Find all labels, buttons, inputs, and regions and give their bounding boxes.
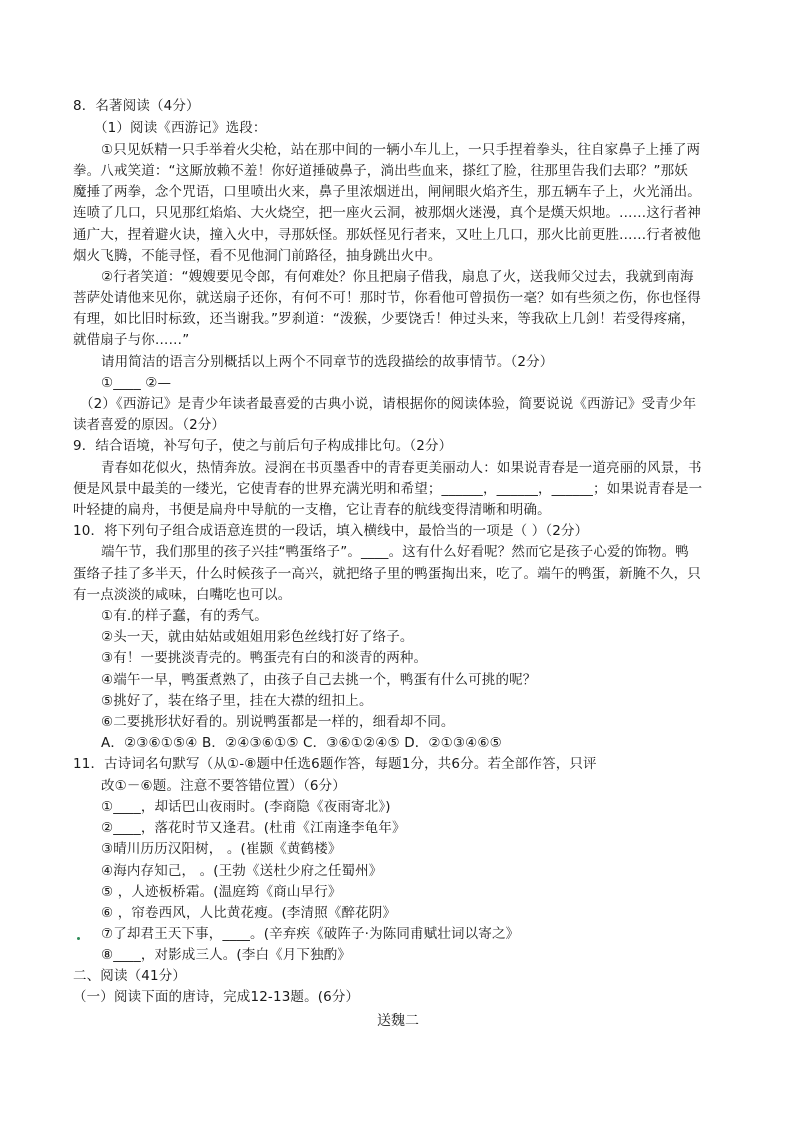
q11-item: ①____，却话巴山夜雨时。(李商隐《夜雨寄北》) [101, 799, 391, 815]
q11-heading-line: 11．古诗词名句默写（从①-⑧题中任选6题作答，每题1分，共6分。若全部作答，只评 [73, 756, 597, 772]
q10-options: A．②③⑥①⑤④ B．②④③⑥①⑤ C．③⑥①②④⑤ D．②①③④⑥⑤ [101, 735, 502, 751]
q11-item: ⑥ ，帘卷西风，人比黄花瘦。(李清照《醉花阴》 [101, 905, 397, 921]
q10-item: ④端午一早，鸭蛋煮熟了，由孩子自己去挑一个，鸭蛋有什么可挑的呢？ [101, 672, 537, 688]
margin-mark [77, 937, 80, 940]
q10-heading: 10．将下列句子组合成语意连贯的一段话，填入横线中，最恰当的一项是（ ）（2分） [73, 523, 589, 539]
q10-item: ①有.的样子蠢，有的秀气。 [101, 608, 268, 624]
q11-item: ②____，落花时节又逢君。(杜甫《江南逢李龟年》 [101, 820, 406, 836]
q8-p1-line: ①只见妖精一只手举着火尖枪，站在那中间的一辆小车儿上，一只手捏着拳头，往自家鼻子上捶了两 [101, 142, 701, 158]
q8-p2-line: 菩萨处请他来见你，就送扇子还你，有何不可！那时节，你看他可曾损伤一毫？如有些须之伤，你也怪得 [73, 290, 701, 306]
section2-sub: （一）阅读下面的唐诗，完成12-13题。(6分） [73, 989, 360, 1005]
q10-item: ②头一天，就由姑姑或姐姐用彩色丝线打好了络子。 [101, 629, 414, 645]
q11-item: ⑤ ，人迹板桥霜。(温庭筠《商山早行》 [101, 884, 342, 900]
q10-passage-line: 有一点淡淡的咸味，白嘴吃也可以。 [73, 587, 292, 603]
q8-p2-line: 有理，如比旧时标致，还当谢我。”罗刹道：“泼猴，少要饶舌！伸过头来，等我砍上几剑！若受得疼痛， [73, 311, 695, 327]
q8-p2-line: ②行者笑道：“嫂嫂要见令郎，有何难处？你且把扇子借我，扇息了火，送我师父过去，我就到南海 [101, 269, 694, 285]
q8-p1-line: 连喷了几口，只见那红焰焰、大火烧空，把一座火云洞，被那烟火迷漫，真个是熯天炽地。……这行者神 [73, 205, 701, 221]
q8-p1-line: 通广大，捏着避火诀，撞入火中，寻那妖怪。那妖怪见行者来，又吐上几口，那火比前更胜……行者被他 [73, 227, 701, 243]
q8-answer1: ①____ ②— [101, 375, 172, 391]
poem-title: 送魏二 [377, 1013, 419, 1029]
q10-passage-line: 端午节，我们那里的孩子兴挂“鸭蛋络子”。____。这有什么好看呢？然而它是孩子心爱的饰物。鸭 [101, 544, 689, 560]
q11-heading-line: 改①－⑥题。注意不要答错位置）（6分） [101, 778, 346, 794]
q8-sub1-label: （1）阅读《西游记》选段： [94, 120, 267, 136]
q11-item: ③晴川历历汉阳树， 。(崔颢《黄鹤楼》 [101, 841, 342, 857]
section2-heading: 二、阅读（41分） [73, 968, 187, 984]
q8-prompt1: 请用简洁的语言分别概括以上两个不同章节的选段描绘的故事情节。（2分） [101, 354, 554, 370]
q9-heading: 9．结合语境，补写句子，使之与前后句子构成排比句。（2分） [73, 438, 453, 454]
q8-p1-line: 拳。八戒笑道：“这厮放赖不羞！你好道捶破鼻子，淌出些血来，搽红了脸，往那里告我们去耶？”那妖 [73, 163, 688, 179]
q9-line: 青春如花似火，热情奔放。浸润在书页墨香中的青春更美丽动人：如果说青春是一道亮丽的风景，书 [101, 460, 702, 476]
q8-p2-line: 就借扇子与你……” [73, 332, 190, 348]
q10-item: ⑥二要挑形状好看的。别说鸭蛋都是一样的，细看却不同。 [101, 714, 455, 730]
q11-item: ⑧____，对影成三人。(李白《月下独酌》 [101, 947, 352, 963]
q8-sub2-line: 读者喜爱的原因。（2分） [73, 417, 226, 433]
q9-line: 叶轻捷的扁舟，书便是扁舟中导航的一支橹，它让青春的航线变得清晰和明确。 [73, 502, 551, 518]
q8-heading: 8．名著阅读（4分） [73, 98, 200, 114]
q9-line: 便是风景中最美的一缕光，它使青春的世界充满光明和希望；______，______，______；如果说青春是一 [73, 481, 703, 497]
q10-item: ⑤挑好了，装在络子里，挂在大襟的纽扣上。 [101, 693, 373, 709]
q8-sub2-line: （2）《西游记》是青少年读者最喜爱的古典小说，请根据你的阅读体验，简要说说《西游记》受青少年 [80, 396, 697, 412]
q11-item: ⑦了却君王天下事，____。(辛弃疾《破阵子·为陈同甫赋壮词以寄之》 [101, 926, 520, 942]
q10-item: ③有！一要挑淡青壳的。鸭蛋壳有白的和淡青的两种。 [101, 650, 428, 666]
q8-p1-line: 魔捶了两拳，念个咒语，口里喷出火来，鼻子里浓烟迸出，闸闸眼火焰齐生，那五辆车子上，火光涌出。 [73, 184, 701, 200]
q8-p1-line: 烟火飞腾，不能寻怪，看不见他洞门前路径，抽身跳出火中。 [73, 248, 442, 264]
q10-passage-line: 蛋络子挂了多半天，什么时候孩子一高兴，就把络子里的鸭蛋掏出来，吃了。端午的鸭蛋，新腌不久，只 [73, 566, 701, 582]
q11-item: ④海内存知己， 。(王勃《送杜少府之任蜀州》 [101, 863, 383, 879]
